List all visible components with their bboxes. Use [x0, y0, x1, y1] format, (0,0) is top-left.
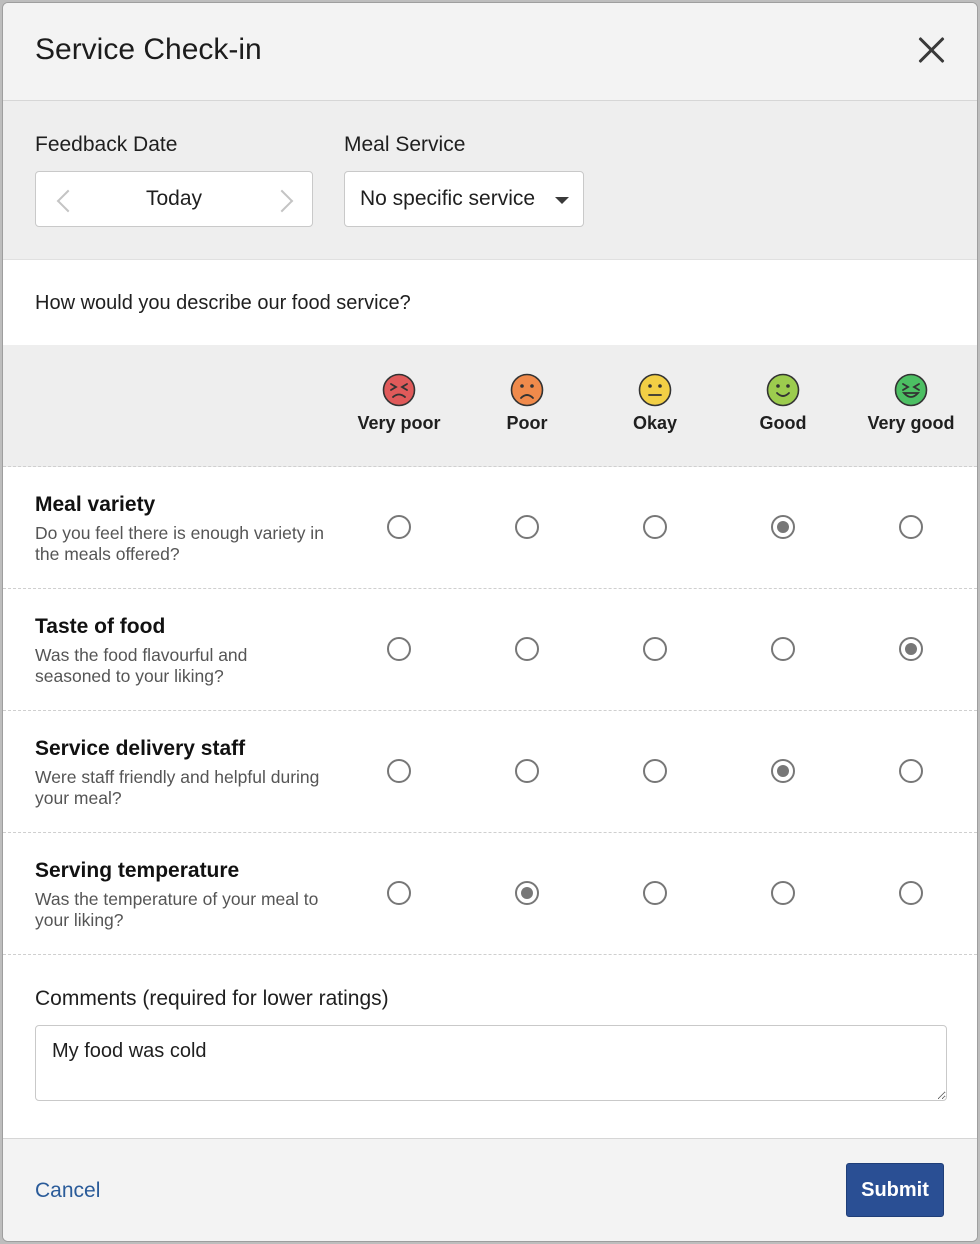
close-icon[interactable] — [917, 35, 947, 65]
good-face-icon — [766, 373, 800, 407]
comments-label: Comments (required for lower ratings) — [35, 987, 389, 1010]
scale-column-very-poor — [339, 373, 459, 434]
radio-very-poor[interactable] — [387, 515, 411, 539]
radio-very-poor[interactable] — [387, 759, 411, 783]
cancel-button[interactable]: Cancel — [35, 1179, 101, 1202]
radio-poor[interactable] — [515, 881, 539, 905]
rating-row — [3, 711, 977, 833]
comments-textarea[interactable] — [35, 1025, 947, 1101]
scale-column-good — [723, 373, 843, 434]
rating-row — [3, 467, 977, 589]
rating-title: Taste of food — [35, 615, 166, 638]
radio-poor[interactable] — [515, 515, 539, 539]
meal-service-label: Meal Service — [344, 133, 466, 156]
modal-footer — [3, 1139, 977, 1242]
service-checkin-modal — [2, 2, 978, 1242]
feedback-date-label: Feedback Date — [35, 133, 178, 156]
radio-poor[interactable] — [515, 637, 539, 661]
rating-description: Was the food flavourful and seasoned to your liking? — [35, 645, 248, 686]
rating-row — [3, 589, 977, 711]
radio-okay[interactable] — [643, 881, 667, 905]
scale-column-poor — [467, 373, 587, 434]
scale-label: Poor — [506, 413, 548, 433]
rating-scale-header — [3, 345, 977, 467]
survey-question — [3, 260, 977, 345]
rating-title: Serving temperature — [35, 859, 240, 882]
radio-good[interactable] — [771, 881, 795, 905]
radio-poor[interactable] — [515, 759, 539, 783]
modal-title: Service Check-in — [35, 33, 262, 66]
scale-label: Good — [759, 413, 807, 433]
caret-down-icon — [555, 197, 569, 204]
radio-very-poor[interactable] — [387, 637, 411, 661]
scale-label: Very poor — [357, 413, 441, 433]
radio-very-good[interactable] — [899, 637, 923, 661]
scale-label: Very good — [867, 413, 955, 433]
rating-title: Service delivery staff — [35, 737, 246, 760]
chevron-right-icon[interactable] — [276, 190, 294, 208]
poor-face-icon — [510, 373, 544, 407]
chevron-left-icon[interactable] — [54, 190, 72, 208]
radio-okay[interactable] — [643, 637, 667, 661]
radio-good[interactable] — [771, 515, 795, 539]
submit-button[interactable]: Submit — [846, 1163, 944, 1217]
rating-description: Do you feel there is enough variety in the meals offered? — [35, 523, 324, 564]
radio-very-good[interactable] — [899, 759, 923, 783]
rating-rows — [3, 467, 977, 955]
radio-very-poor[interactable] — [387, 881, 411, 905]
rating-description: Were staff friendly and helpful during your meal? — [35, 767, 320, 808]
survey-question-text: How would you describe our food service? — [35, 292, 411, 314]
rating-description: Was the temperature of your meal to your liking? — [35, 889, 319, 930]
feedback-date-picker[interactable] — [35, 171, 313, 227]
radio-good[interactable] — [771, 759, 795, 783]
okay-face-icon — [638, 373, 672, 407]
radio-very-good[interactable] — [899, 881, 923, 905]
radio-very-good[interactable] — [899, 515, 923, 539]
filters-section — [3, 101, 977, 260]
radio-okay[interactable] — [643, 759, 667, 783]
radio-good[interactable] — [771, 637, 795, 661]
meal-service-value: No specific service — [360, 187, 536, 210]
scale-label: Okay — [632, 413, 678, 433]
meal-service-select[interactable] — [344, 171, 584, 227]
modal-header — [3, 3, 977, 101]
scale-column-okay — [595, 373, 715, 434]
radio-okay[interactable] — [643, 515, 667, 539]
rating-row — [3, 833, 977, 955]
scale-column-very-good — [851, 373, 971, 434]
comments-section — [3, 955, 977, 1139]
feedback-date-value: Today — [145, 187, 203, 210]
very-good-face-icon — [894, 373, 928, 407]
rating-title: Meal variety — [35, 493, 156, 516]
very-poor-face-icon — [382, 373, 416, 407]
